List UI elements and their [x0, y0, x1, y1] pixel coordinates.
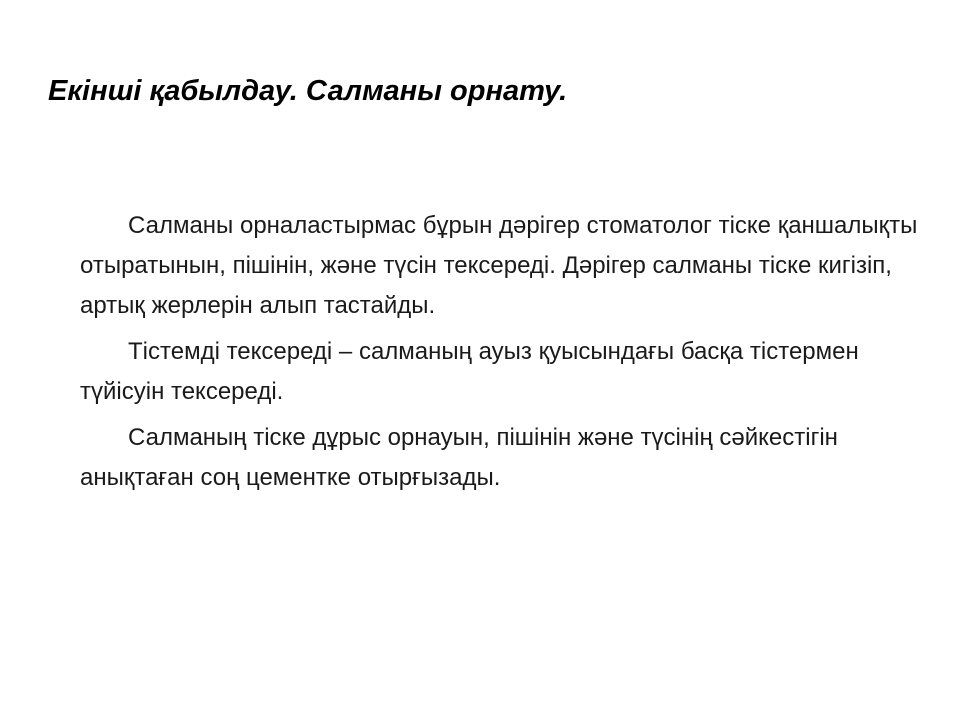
slide-body: [80, 206, 920, 504]
body-paragraph: Салманың тіске дұрыс орнауын, пішінін және түсінің сәйкестігін анықтаған соң цементке отырғызады.: [80, 424, 838, 491]
body-paragraph: Тістемді тексереді – салманың ауыз қуысындағы басқа тістермен түйісуін тексереді.: [80, 338, 859, 405]
body-paragraph: Салманы орналастырмас бұрын дәрігер стоматолог тіске қаншалықты отыратынын, пішінін, және түсін тексереді. Дәрігер салманы тіске кигізіп, артық жерлерін алып тастайды.: [80, 212, 918, 319]
slide-title: Екінші қабылдау. Салманы орнату.: [48, 75, 568, 107]
